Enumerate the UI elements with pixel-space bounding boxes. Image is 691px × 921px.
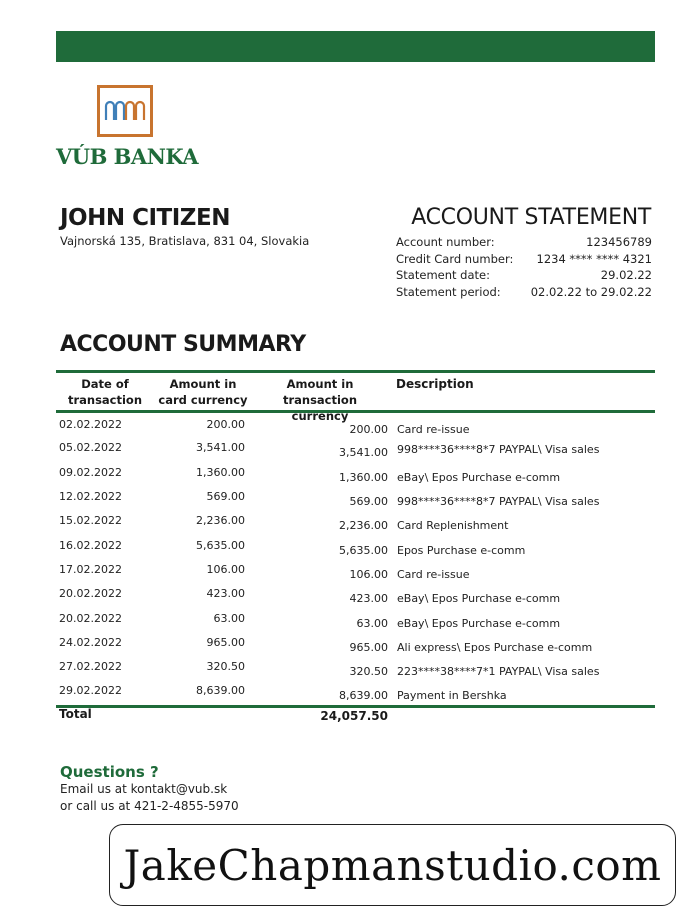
bank-logo-icon bbox=[97, 85, 153, 137]
field-label: Credit Card number: bbox=[396, 251, 514, 266]
total-label: Total bbox=[59, 707, 92, 721]
customer-name: JOHN CITIZEN bbox=[60, 205, 230, 231]
statement-period-row bbox=[396, 284, 652, 301]
customer-address: Vajnorská 135, Bratislava, 831 04, Slovakia bbox=[60, 234, 310, 248]
field-value: 29.02.22 bbox=[600, 268, 652, 282]
field-label: Statement period: bbox=[396, 284, 501, 299]
contact-email: Email us at kontakt@vub.sk bbox=[60, 782, 228, 796]
header-bar bbox=[56, 31, 655, 62]
watermark-text: JakeChapmanstudio.com bbox=[123, 840, 662, 890]
statement-info bbox=[396, 234, 652, 300]
header-date: Date of transaction bbox=[67, 377, 143, 407]
total-value: 24,057.50 bbox=[320, 709, 388, 723]
header-transaction-amount: Amount in transaction currency bbox=[282, 377, 358, 423]
summary-title: ACCOUNT SUMMARY bbox=[60, 332, 306, 357]
statement-date-row bbox=[396, 267, 652, 284]
field-label: Account number: bbox=[396, 235, 495, 249]
field-value: 1234 **** **** 4321 bbox=[536, 251, 652, 266]
header-card-amount: Amount in card currency bbox=[158, 377, 248, 407]
card-number-row bbox=[396, 251, 652, 268]
watermark-banner bbox=[109, 824, 676, 906]
header-description: Description bbox=[396, 377, 474, 391]
statement-title: ACCOUNT STATEMENT bbox=[411, 205, 651, 230]
table-header bbox=[56, 373, 655, 423]
questions-title: Questions ? bbox=[60, 763, 159, 781]
table-body: 02.02.2022 200.00 200.00 Card re-issue 05.02.2022 3,541.00 3,541.00 998****36****8*7 PAYPAL\ Visa sales 09.02.2022 1,360.00 1,360.00 eBay\ Epos Purchase e-comm 12.02.2022 569.00 569.00 998****36****8*7 PAYPAL\ Visa sales 15.02.2022 2,236.00 2,236.00 Card Replenishment 16.02.2022 5,635.00 5,635.00 Epos Purchase e-comm 17.02.2022 106.00 106.00 Card re-issue 20.02.2022 423.00 423.00 eBay\ Epos Purchase e-comm 20.02.2022 63.00 63.00 eBay\ Epos Purchase e-comm 24.02.2022 965.00 965.00 Ali express\ Epos Purchase e-comm 27.02.2022 320.50 320.50 223****38****7*1 PAYPAL\ Visa sales 29.02.2022 8,639.00 8,639.00 Payment in Bershka bbox=[59, 418, 600, 702]
transactions-table bbox=[56, 370, 655, 708]
field-label: Statement date: bbox=[396, 268, 490, 282]
bank-name: VÚB BANKA bbox=[56, 144, 199, 169]
field-value: 123456789 bbox=[586, 235, 652, 249]
account-number-row bbox=[396, 234, 652, 251]
contact-phone: or call us at 421-2-4855-5970 bbox=[60, 799, 239, 813]
field-value: 02.02.22 to 29.02.22 bbox=[530, 284, 652, 299]
table-bottom-rule bbox=[56, 705, 655, 708]
